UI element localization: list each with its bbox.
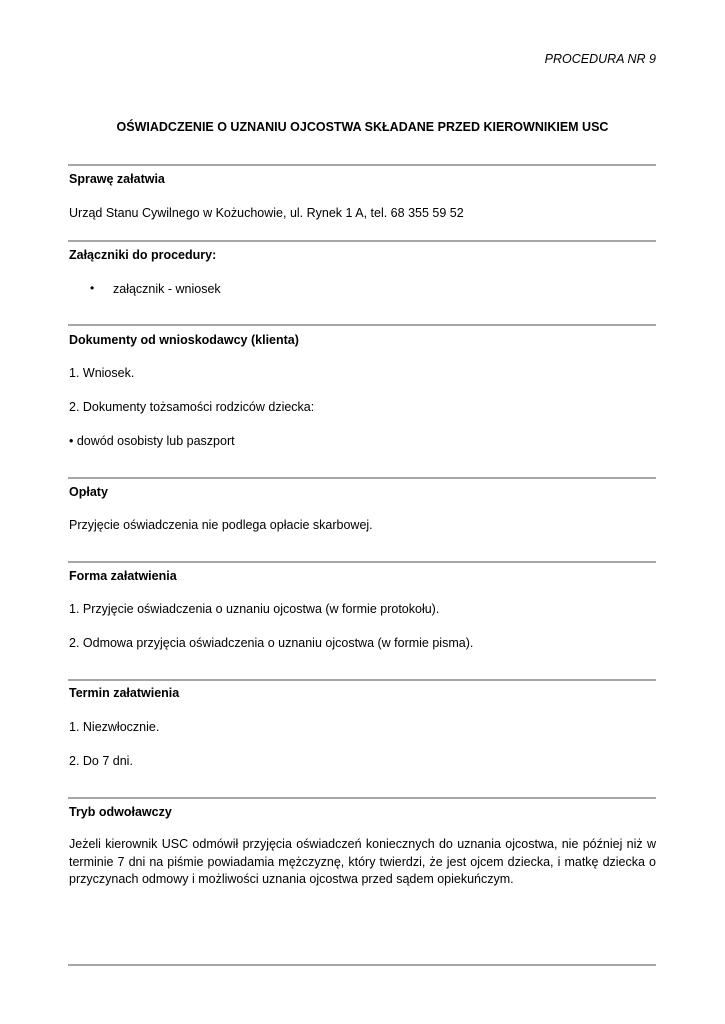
section-heading-documents: Dokumenty od wnioskodawcy (klienta) — [69, 333, 299, 347]
attachment-item: załącznik - wniosek — [113, 282, 221, 296]
section-heading-form: Forma załatwienia — [69, 569, 177, 583]
deadline-line-2: 2. Do 7 dni. — [69, 754, 133, 768]
section-divider — [68, 324, 656, 326]
appeal-text: Jeżeli kierownik USC odmówił przyjęcia oświadczeń koniecznych do uznania ojcostwa, nie później niż w terminie 7 dni na piśmie powiadamia mężczyznę, który twierdzi, że jest ojcem dziecka, i matkę dziecka o przyczynach odmowy i możliwości uznania ojcostwa przed sądem opiekuńczym. — [69, 837, 656, 886]
procedure-number: PROCEDURA NR 9 — [544, 52, 656, 66]
form-line-1: 1. Przyjęcie oświadczenia o uznaniu ojcostwa (w formie protokołu). — [69, 602, 440, 616]
section-divider — [68, 164, 656, 166]
bullet-icon: • — [90, 281, 95, 295]
deadline-line-1: 1. Niezwłocznie. — [69, 720, 160, 734]
documents-line-3: • dowód osobisty lub paszport — [69, 434, 235, 448]
section-heading-handled-by: Sprawę załatwia — [69, 172, 165, 186]
document-title: OŚWIADCZENIE O UZNANIU OJCOSTWA SKŁADANE PRZED KIEROWNIKIEM USC — [116, 120, 609, 134]
section-divider — [68, 561, 656, 563]
section-heading-fees: Opłaty — [69, 485, 108, 499]
section-heading-attachments: Załączniki do procedury: — [69, 248, 217, 262]
section-divider — [68, 797, 656, 799]
form-line-2: 2. Odmowa przyjęcia oświadczenia o uznaniu ojcostwa (w formie pisma). — [69, 636, 474, 650]
documents-line-2: 2. Dokumenty tożsamości rodziców dziecka: — [69, 400, 315, 414]
office-address: Urząd Stanu Cywilnego w Kożuchowie, ul. Rynek 1 A, tel. 68 355 59 52 — [69, 206, 464, 220]
documents-line-1: 1. Wniosek. — [69, 366, 135, 380]
section-divider — [68, 964, 656, 966]
fees-text: Przyjęcie oświadczenia nie podlega opłacie skarbowej. — [69, 518, 373, 532]
section-heading-deadline: Termin załatwienia — [69, 686, 180, 700]
section-divider — [68, 240, 656, 242]
section-divider — [68, 477, 656, 479]
section-heading-appeal: Tryb odwoławczy — [69, 805, 172, 819]
section-divider — [68, 679, 656, 681]
